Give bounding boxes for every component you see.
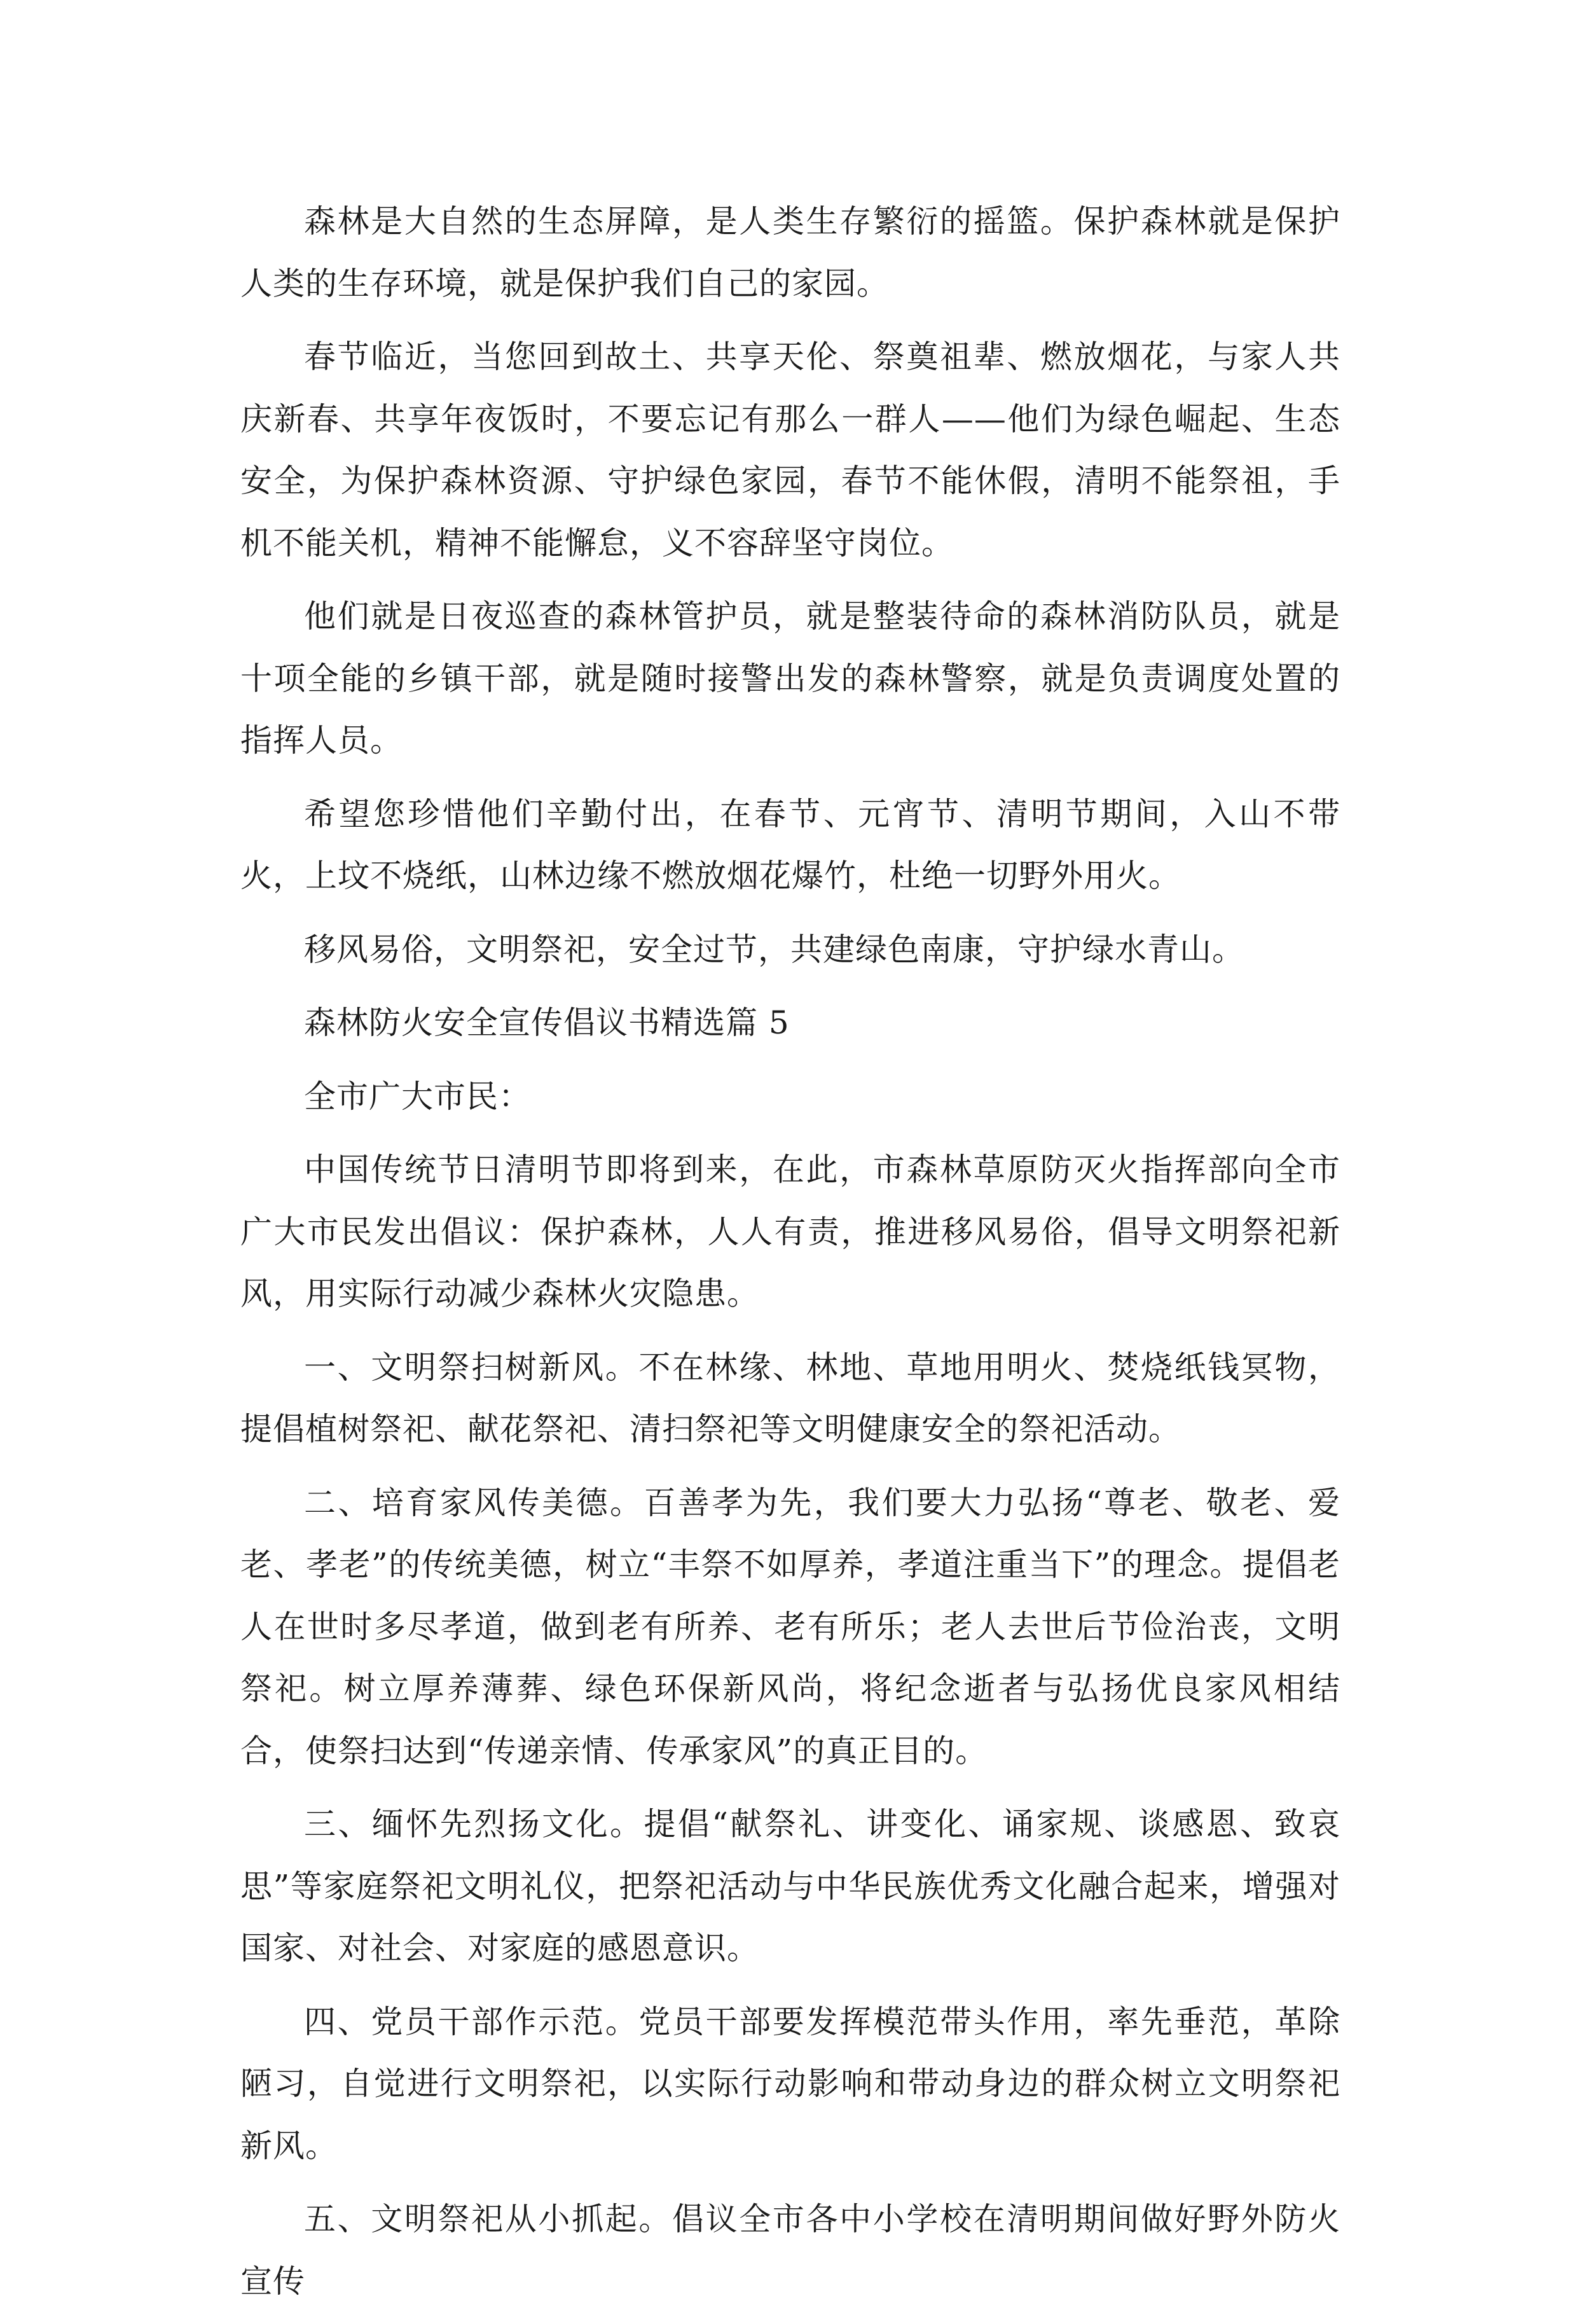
list-item-3: 三、缅怀先烈扬文化。提倡“献祭礼、讲变化、诵家规、谈感恩、致哀思”等家庭祭祀文明礼仪，把祭祀活动与中华民族优秀文化融合起来，增强对国家、对社会、对家庭的感恩意识。	[240, 1806, 1340, 1967]
list-item-1: 一、文明祭扫树新风。不在林缘、林地、草地用明火、焚烧纸钱冥物，提倡植树祭祀、献花祭祀、清扫祭祀等文明健康安全的祭祀活动。	[240, 1348, 1340, 1448]
list-item-5: 五、文明祭祀从小抓起。倡议全市各中小学校在清明期间做好野外防火宣传	[240, 2201, 1340, 2300]
paragraph-guardians: 他们就是日夜巡查的森林管护员，就是整装待命的森林消防队员，就是十项全能的乡镇干部，就是随时接警出发的森林警察，就是负责调度处置的指挥人员。	[240, 598, 1340, 759]
paragraph-proposal-intro: 中国传统节日清明节即将到来，在此，市森林草原防灭火指挥部向全市广大市民发出倡议：保护森林，人人有责，推进移风易俗，倡导文明祭祀新风，用实际行动减少森林火灾隐患。	[240, 1151, 1340, 1312]
section-title: 森林防火安全宣传倡议书精选篇 5	[304, 1004, 790, 1041]
paragraph-no-fire-request: 希望您珍惜他们辛勤付出，在春节、元宵节、清明节期间，入山不带火，上坟不烧纸，山林边缘不燃放烟花爆竹，杜绝一切野外用火。	[240, 795, 1340, 894]
paragraph-slogan: 移风易俗，文明祭祀，安全过节，共建绿色南康，守护绿水青山。	[304, 930, 1244, 968]
list-item-4: 四、党员干部作示范。党员干部要发挥模范带头作用，率先垂范，革除陋习，自觉进行文明祭祀，以实际行动影响和带动身边的群众树立文明祭祀新风。	[240, 2003, 1340, 2164]
list-item-2: 二、培育家风传美德。百善孝为先，我们要大力弘扬“尊老、敬老、爱老、孝老”的传统美德，树立“丰祭不如厚养，孝道注重当下”的理念。提倡老人在世时多尽孝道，做到老有所养、老有所乐；老人去世后节俭治丧，文明祭祀。树立厚养薄葬、绿色环保新风尚，将纪念逝者与弘扬优良家风相结合，使祭扫达到“传递亲情、传承家风”的真正目的。	[240, 1484, 1340, 1769]
paragraph-forest-ecology: 森林是大自然的生态屏障，是人类生存繁衍的摇篮。保护森林就是保护人类的生存环境，就是保护我们自己的家园。	[240, 203, 1340, 302]
salutation: 全市广大市民：	[304, 1077, 531, 1115]
paragraph-spring-festival: 春节临近，当您回到故土、共享天伦、祭奠祖辈、燃放烟花，与家人共庆新春、共享年夜饭时，不要忘记有那么一群人——他们为绿色崛起、生态安全，为保护森林资源、守护绿色家园，春节不能休假，清明不能祭祖，手机不能关机，精神不能懈怠，义不容辞坚守岗位。	[240, 338, 1340, 562]
document-body	[240, 191, 1340, 2324]
